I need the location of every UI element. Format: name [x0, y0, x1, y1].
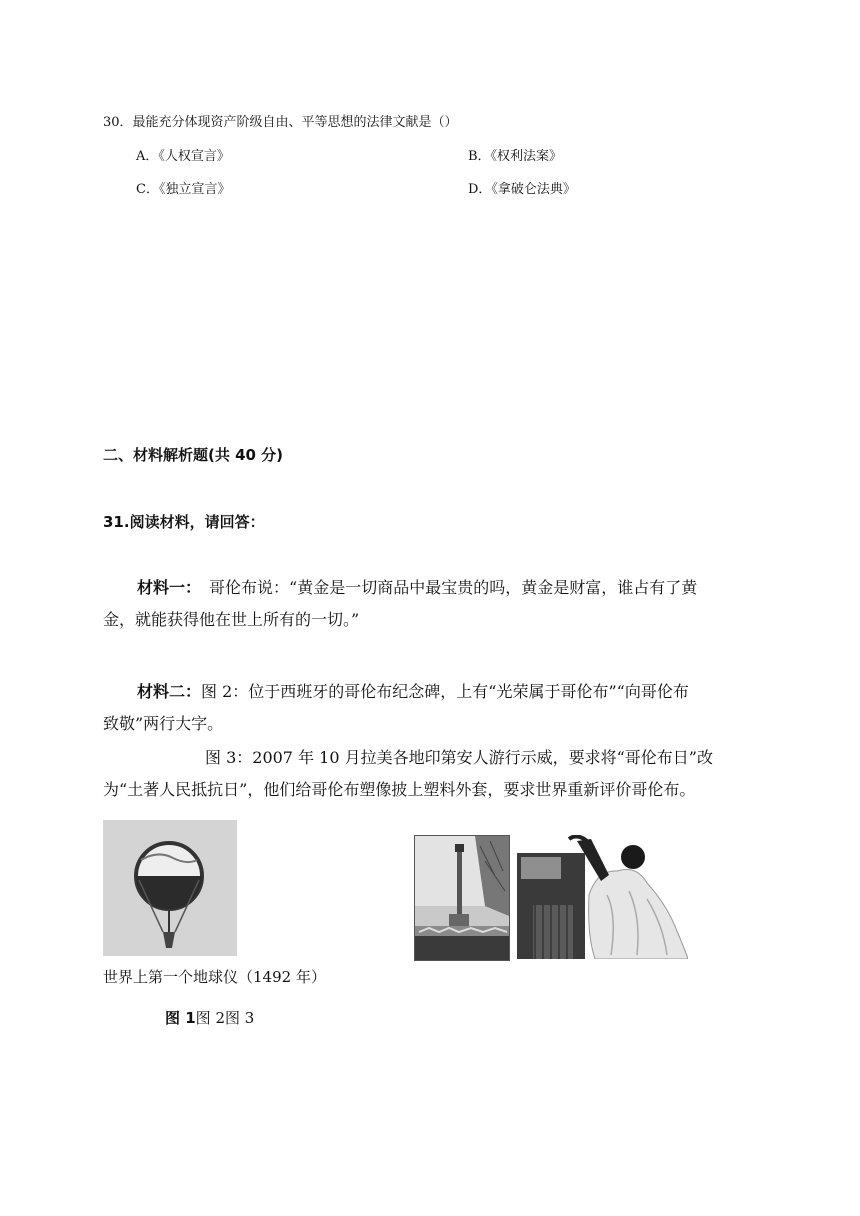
material-1-label: 材料一：	[137, 578, 202, 597]
material-2-line-2: 致敬”两行大字。	[103, 714, 224, 733]
material-1-line-2: 金，就能获得他在世上所有的一切。”	[103, 610, 360, 629]
figure-1-label: 图 1	[165, 1009, 196, 1027]
figure-2-label: 图 2	[195, 1009, 225, 1027]
material-2-label: 材料二：	[137, 682, 202, 701]
option-d: D．《拿破仑法典》	[468, 182, 576, 197]
section-2-title: 二、材料解析题(共 40 分)	[103, 446, 284, 464]
figure-1-caption: 世界上第一个地球仪（1492 年）	[103, 968, 326, 986]
figure-3-statue-image	[517, 835, 688, 959]
material-2-line-1	[137, 676, 689, 708]
figure-1-globe-image	[103, 820, 237, 956]
material-2-line-3: 图 3：2007 年 10 月拉美各地印第安人游行示威，要求将“哥伦布日”改	[205, 748, 713, 767]
question-30-stem: 30．最能充分体现资产阶级自由、平等思想的法律文献是（）	[103, 115, 458, 130]
option-a: A．《人权宣言》	[136, 149, 230, 164]
figure-labels	[165, 1007, 254, 1028]
material-2-line-4: 为“土著人民抵抗日”，他们给哥伦布塑像披上塑料外套，要求世界重新评价哥伦布。	[103, 780, 696, 799]
figure-3-label: 图 3	[224, 1009, 255, 1027]
material-2-text-1: 图 2：位于西班牙的哥伦布纪念碑，上有“光荣属于哥伦布”“向哥伦布	[201, 682, 689, 701]
question-31-title: 31.阅读材料，请回答：	[103, 513, 265, 531]
material-1-line-1	[137, 572, 697, 604]
option-c: C．《独立宣言》	[136, 182, 231, 197]
material-1-text-1: 哥伦布说：“黄金是一切商品中最宝贵的吗，黄金是财富，谁占有了黄	[209, 578, 698, 597]
figure-2-monument-image	[414, 835, 510, 961]
option-b: B．《权利法案》	[468, 149, 563, 164]
